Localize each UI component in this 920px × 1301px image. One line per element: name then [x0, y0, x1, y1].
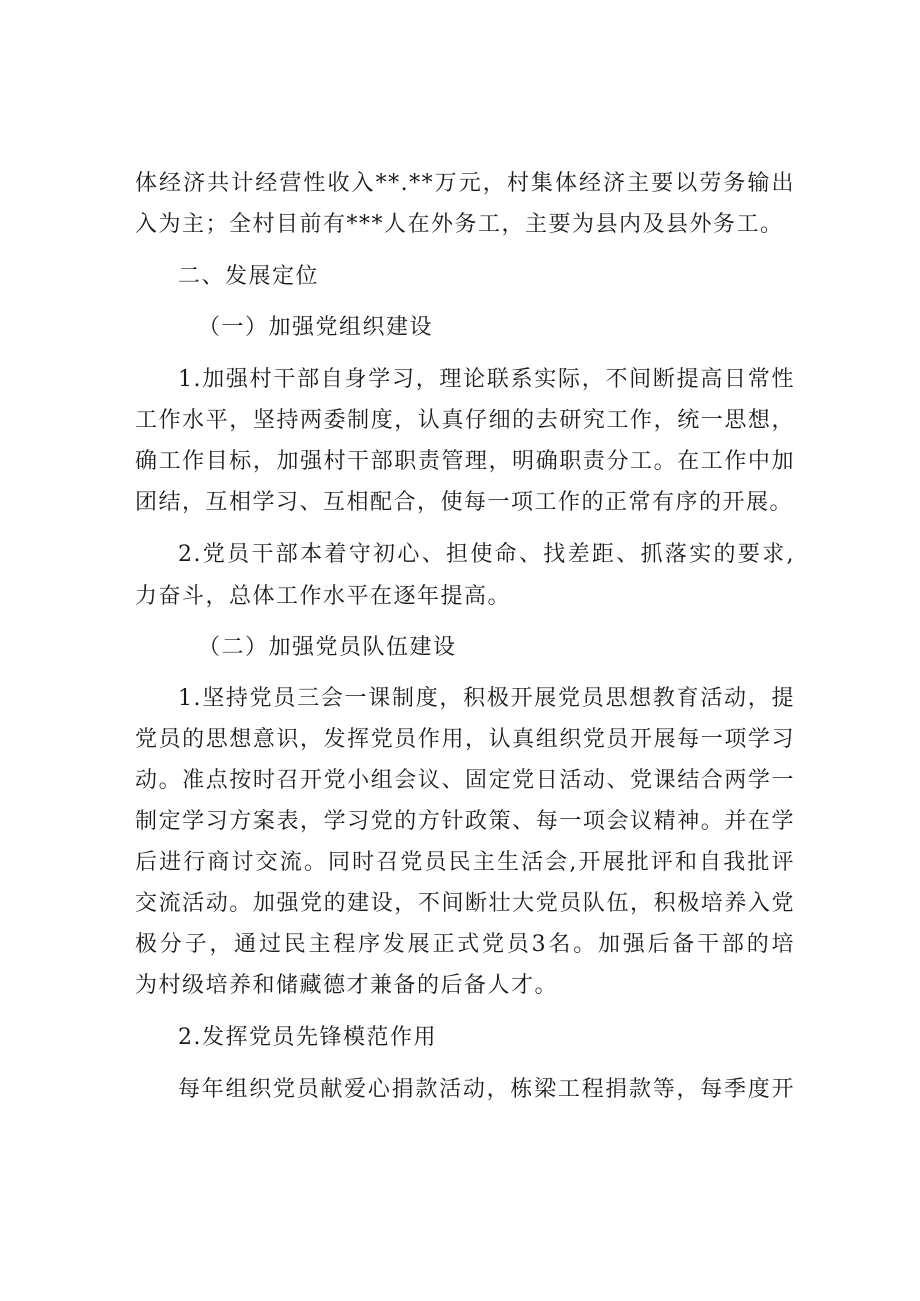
subheading-party-member-team: （二）加强党员队伍建设 [198, 635, 457, 660]
paragraph-1-1-line-2: 工作水平，坚持两委制度，认真仔细的去研究工作，统一思想， [135, 408, 795, 433]
paragraph-2-1-line-3: 动。准点按时召开党小组会议、固定党日活动、党课结合两学一 [135, 768, 795, 793]
paragraph-2-2-line-1: 每年组织党员献爱心捐款活动，栋梁工程捐款等，每季度开 [178, 1077, 795, 1102]
paragraph-1-2-line-2: 力奋斗，总体工作水平在逐年提高。 [135, 584, 512, 609]
paragraph-2-1-line-6: 交流活动。加强党的建设，不间断壮大党员队伍，积极培养入党 [135, 891, 795, 916]
paragraph-2-1-line-7: 极分子，通过民主程序发展正式党员3名。加强后备干部的培 [135, 932, 795, 957]
paragraph-income-line-1: 体经济共计经营性收入**.**万元，村集体经济主要以劳务输出 [135, 171, 795, 196]
paragraph-2-1-line-8: 为村级培养和储藏德才兼备的后备人才。 [135, 973, 559, 998]
paragraph-1-1-line-4: 团结，互相学习、互相配合，使每一项工作的正常有序的开展。 [135, 490, 794, 515]
paragraph-2-1-line-4: 制定学习方案表，学习党的方针政策、每一项会议精神。并在学 [135, 809, 795, 834]
subheading-party-organization: （一）加强党组织建设 [198, 315, 434, 340]
paragraph-2-1-line-2: 党员的思想意识，发挥党员作用，认真组织党员开展每一项学习 [135, 727, 795, 752]
section-heading-development: 二、发展定位 [178, 264, 320, 289]
paragraph-1-1-line-3: 确工作目标，加强村干部职责管理，明确职责分工。在工作中加 [135, 449, 795, 474]
paragraph-1-2-line-1: 2.党员干部本着守初心、担使命、找差距、抓落实的要求, [178, 542, 795, 567]
paragraph-1-1-line-1: 1.加强村干部自身学习，理论联系实际，不间断提高日常性 [178, 367, 795, 392]
heading-vanguard-role: 2.发挥党员先锋模范作用 [178, 1025, 437, 1050]
paragraph-income-line-2: 入为主；全村目前有***人在外务工，主要为县内及县外务工。 [135, 212, 784, 237]
paragraph-2-1-line-1: 1.坚持党员三会一课制度，积极开展党员思想教育活动，提 [178, 686, 795, 711]
paragraph-2-1-line-5: 后进行商讨交流。同时召党员民主生活会,开展批评和自我批评 [135, 850, 795, 875]
